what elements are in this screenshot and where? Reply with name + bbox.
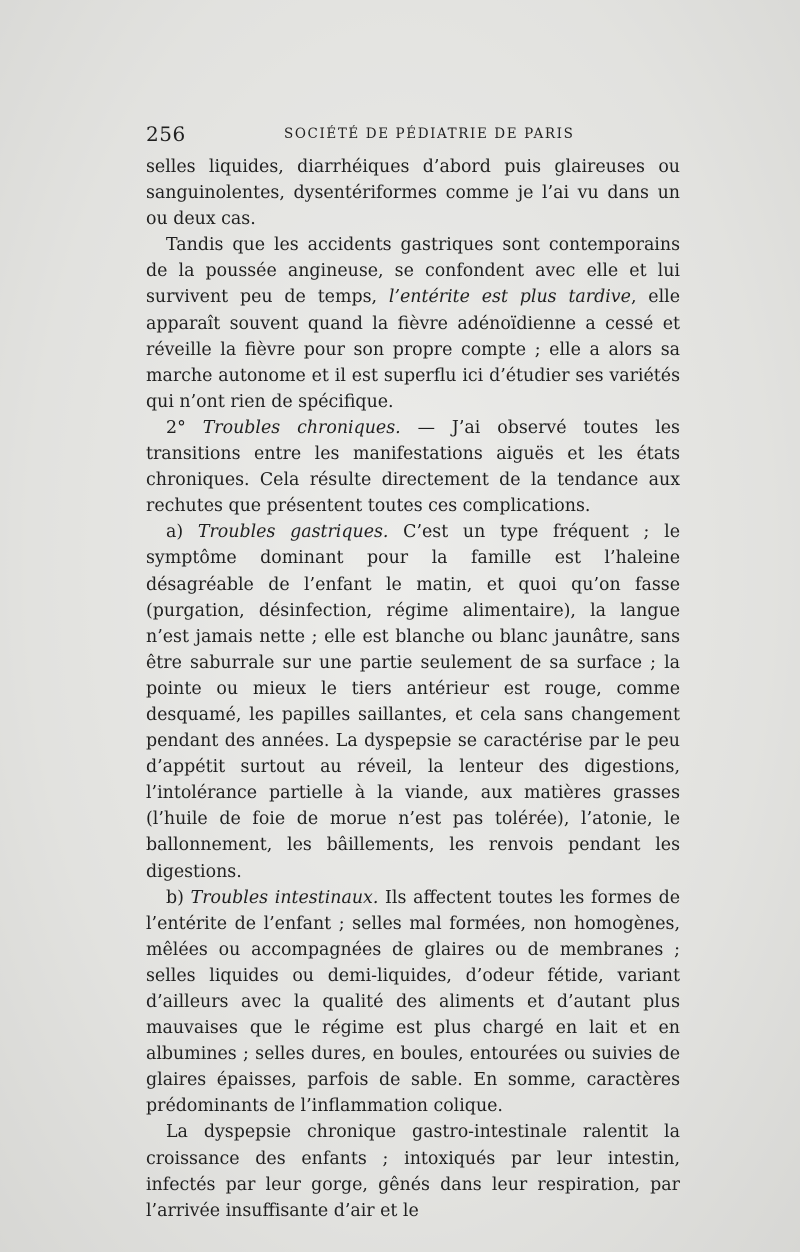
paragraph-1: selles liquides, diarrhéiques d’abord puis glaireuses ou sanguinolentes, dysentériformes comme je l’ai vu dans un ou deux cas. xyxy=(146,157,680,230)
paragraph-4 xyxy=(146,519,680,884)
paragraph-5-lead: b) xyxy=(166,887,191,908)
paragraph-3-heading: Troubles chroniques. xyxy=(202,417,401,438)
paragraph-5-heading: Troubles intestinaux. xyxy=(190,887,379,908)
paragraph-4-heading: Troubles gastriques. xyxy=(197,522,389,543)
paragraph-2 xyxy=(146,232,680,415)
paragraph-3 xyxy=(146,415,680,519)
paragraph-3-lead: 2° xyxy=(166,417,203,438)
paragraph-6: La dyspepsie chronique gastro-intestinale ralentit la croissance des enfants ; intoxiqués par leur intestin, infectés par leur gorge, gênés dans leur respiration, par l’arrivée insuffisante d’air et le xyxy=(146,1122,680,1221)
paragraph-4-lead: a) xyxy=(166,522,198,543)
paragraph-2-text-a: Tandis que les accidents gastriques sont contemporains de la poussée angineuse, se confondent avec elle et lui survivent peu de temps, xyxy=(146,235,680,308)
running-title: SOCIÉTÉ DE PÉDIATRIE DE PARIS xyxy=(284,126,575,142)
page-header xyxy=(146,118,680,148)
paragraph-5 xyxy=(146,885,680,1120)
paragraph-3-text: — J’ai observé toutes les transitions entre les manifestations aiguës et les états chroniques. Cela résulte directement de la tendance aux rechutes que présentent toutes ces complications. xyxy=(146,417,680,517)
paragraph-2-italic: l’entérite est plus tardive xyxy=(388,287,631,308)
paragraph-2-text-b: , elle apparaît souvent quand la fièvre adénoïdienne a cessé et réveille la fièvre pour son propre compte ; elle a alors sa marche autonome et il est superflu ici d’étudier ses variétés qui n’ont rien de spécifique. xyxy=(146,287,681,412)
paragraph-4-text: C’est un type fréquent ; le symptôme dominant pour la famille est l’haleine désagréable de l’enfant le matin, et quoi qu’on fasse (purgation, désinfection, régime alimentaire), la langue n’est jamais nette ; elle est blanche ou blanc jaunâtre, sans être saburrale sur une partie seulement de sa surface ; la pointe ou mieux le tiers antérieur est rouge, comme desquamé, les papilles saillantes, et cela sans changement pendant des années. La dyspepsie se caractérise par le peu d’appétit surtout au réveil, la lenteur des digestions, l’intolérance partielle à la viande, aux matières grasses (l’huile de foie de morue n’est pas tolérée), l’atonie, le ballonnement, les bâillements, les renvois pendant les digestions. xyxy=(146,522,680,882)
page-number: 256 xyxy=(146,122,186,146)
paragraph-5-text: Ils affectent toutes les formes de l’entérite de l’enfant ; selles mal formées, non homogènes, mêlées ou accompagnées de glaires ou de membranes ; selles liquides ou demi-liquides, d’odeur fétide, variant d’ailleurs avec la qualité des aliments et d’autant plus mauvaises que le régime est plus chargé en lait et en albumines ; selles dures, en boules, entourées ou suivies de glaires épaisses, parfois de sable. En somme, caractères prédominants de l’inflammation colique. xyxy=(146,887,680,1117)
body-text xyxy=(146,154,680,1224)
